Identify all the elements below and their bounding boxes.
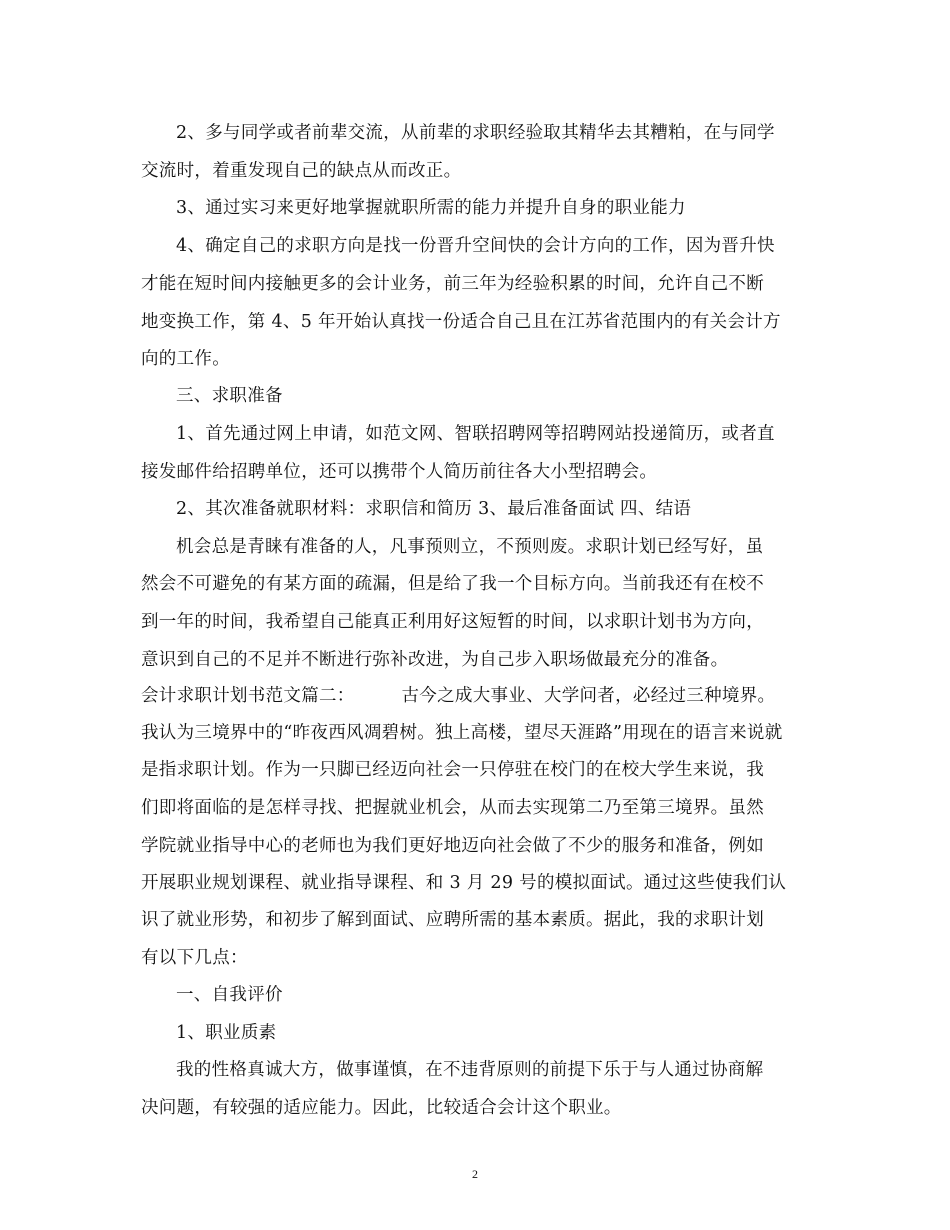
text-line: 开展职业规划课程、就业指导课程、和 3 月 29 号的模拟面试。通过这些使我们认 — [141, 873, 787, 893]
subsection-heading: 1、职业质素 — [176, 1023, 277, 1043]
text-line: 机会总是青睐有准备的人，凡事预则立，不预则废。求职计划已经写好，虽 — [176, 537, 764, 557]
text-line: 然会不可避免的有某方面的疏漏，但是给了我一个目标方向。当前我还有在校不 — [141, 574, 764, 594]
text-line: 们即将面临的是怎样寻找、把握就业机会，从而去实现第二乃至第三境界。虽然 — [141, 798, 764, 818]
text-line: 意识到自己的不足并不断进行弥补改进，为自己步入职场做最充分的准备。 — [141, 650, 729, 670]
page-number: 2 — [472, 1167, 478, 1181]
text-line: 1、首先通过网上申请，如范文网、智联招聘网等招聘网站投递简历，或者直 — [176, 424, 775, 444]
text-line: 学院就业指导中心的老师也为我们更好地迈向社会做了不少的服务和准备，例如 — [141, 836, 764, 856]
text-line: 接发邮件给招聘单位，还可以携带个人简历前往各大小型招聘会。 — [141, 462, 658, 482]
section-heading: 一、自我评价 — [176, 985, 283, 1005]
text-line: 交流时，着重发现自己的缺点从而改正。 — [141, 161, 462, 181]
text-line: 地变换工作，第 4、5 年开始认真找一份适合自己且在江苏省范围内的有关会计方 — [141, 312, 781, 332]
text-line: 会计求职计划书范文篇二： 古今之成大事业、大学问者，必经过三种境界。 — [141, 686, 776, 706]
text-line: 向的工作。 — [141, 349, 230, 369]
text-line: 到一年的时间，我希望自己能真正利用好这短暂的时间，以求职计划书为方向， — [141, 612, 764, 632]
text-line: 2、其次准备就职材料：求职信和简历 3、最后准备面试 四、结语 — [176, 499, 692, 519]
text-line: 才能在短时间内接触更多的会计业务，前三年为经验积累的时间，允许自己不断 — [141, 274, 764, 294]
text-line: 识了就业形势，和初步了解到面试、应聘所需的基本素质。据此，我的求职计划 — [141, 910, 764, 930]
text-line: 我认为三境界中的“昨夜西风凋碧树。独上高楼，望尽天涯路”用现在的语言来说就 — [141, 723, 783, 743]
text-line: 3、通过实习来更好地掌握就职所需的能力并提升自身的职业能力 — [176, 198, 686, 218]
text-line: 4、确定自己的求职方向是找一份晋升空间快的会计方向的工作，因为晋升快 — [176, 236, 775, 256]
text-line: 是指求职计划。作为一只脚已经迈向社会一只停驻在校门的在校大学生来说，我 — [141, 760, 764, 780]
text-line: 有以下几点： — [141, 948, 248, 968]
text-line: 我的性格真诚大方，做事谨慎，在不违背原则的前提下乐于与人通过协商解 — [176, 1060, 764, 1080]
text-line: 决问题，有较强的适应能力。因此，比较适合会计这个职业。 — [141, 1098, 622, 1118]
section-heading: 三、求职准备 — [176, 386, 283, 406]
text-line: 2、多与同学或者前辈交流，从前辈的求职经验取其精华去其糟粕，在与同学 — [176, 123, 775, 143]
